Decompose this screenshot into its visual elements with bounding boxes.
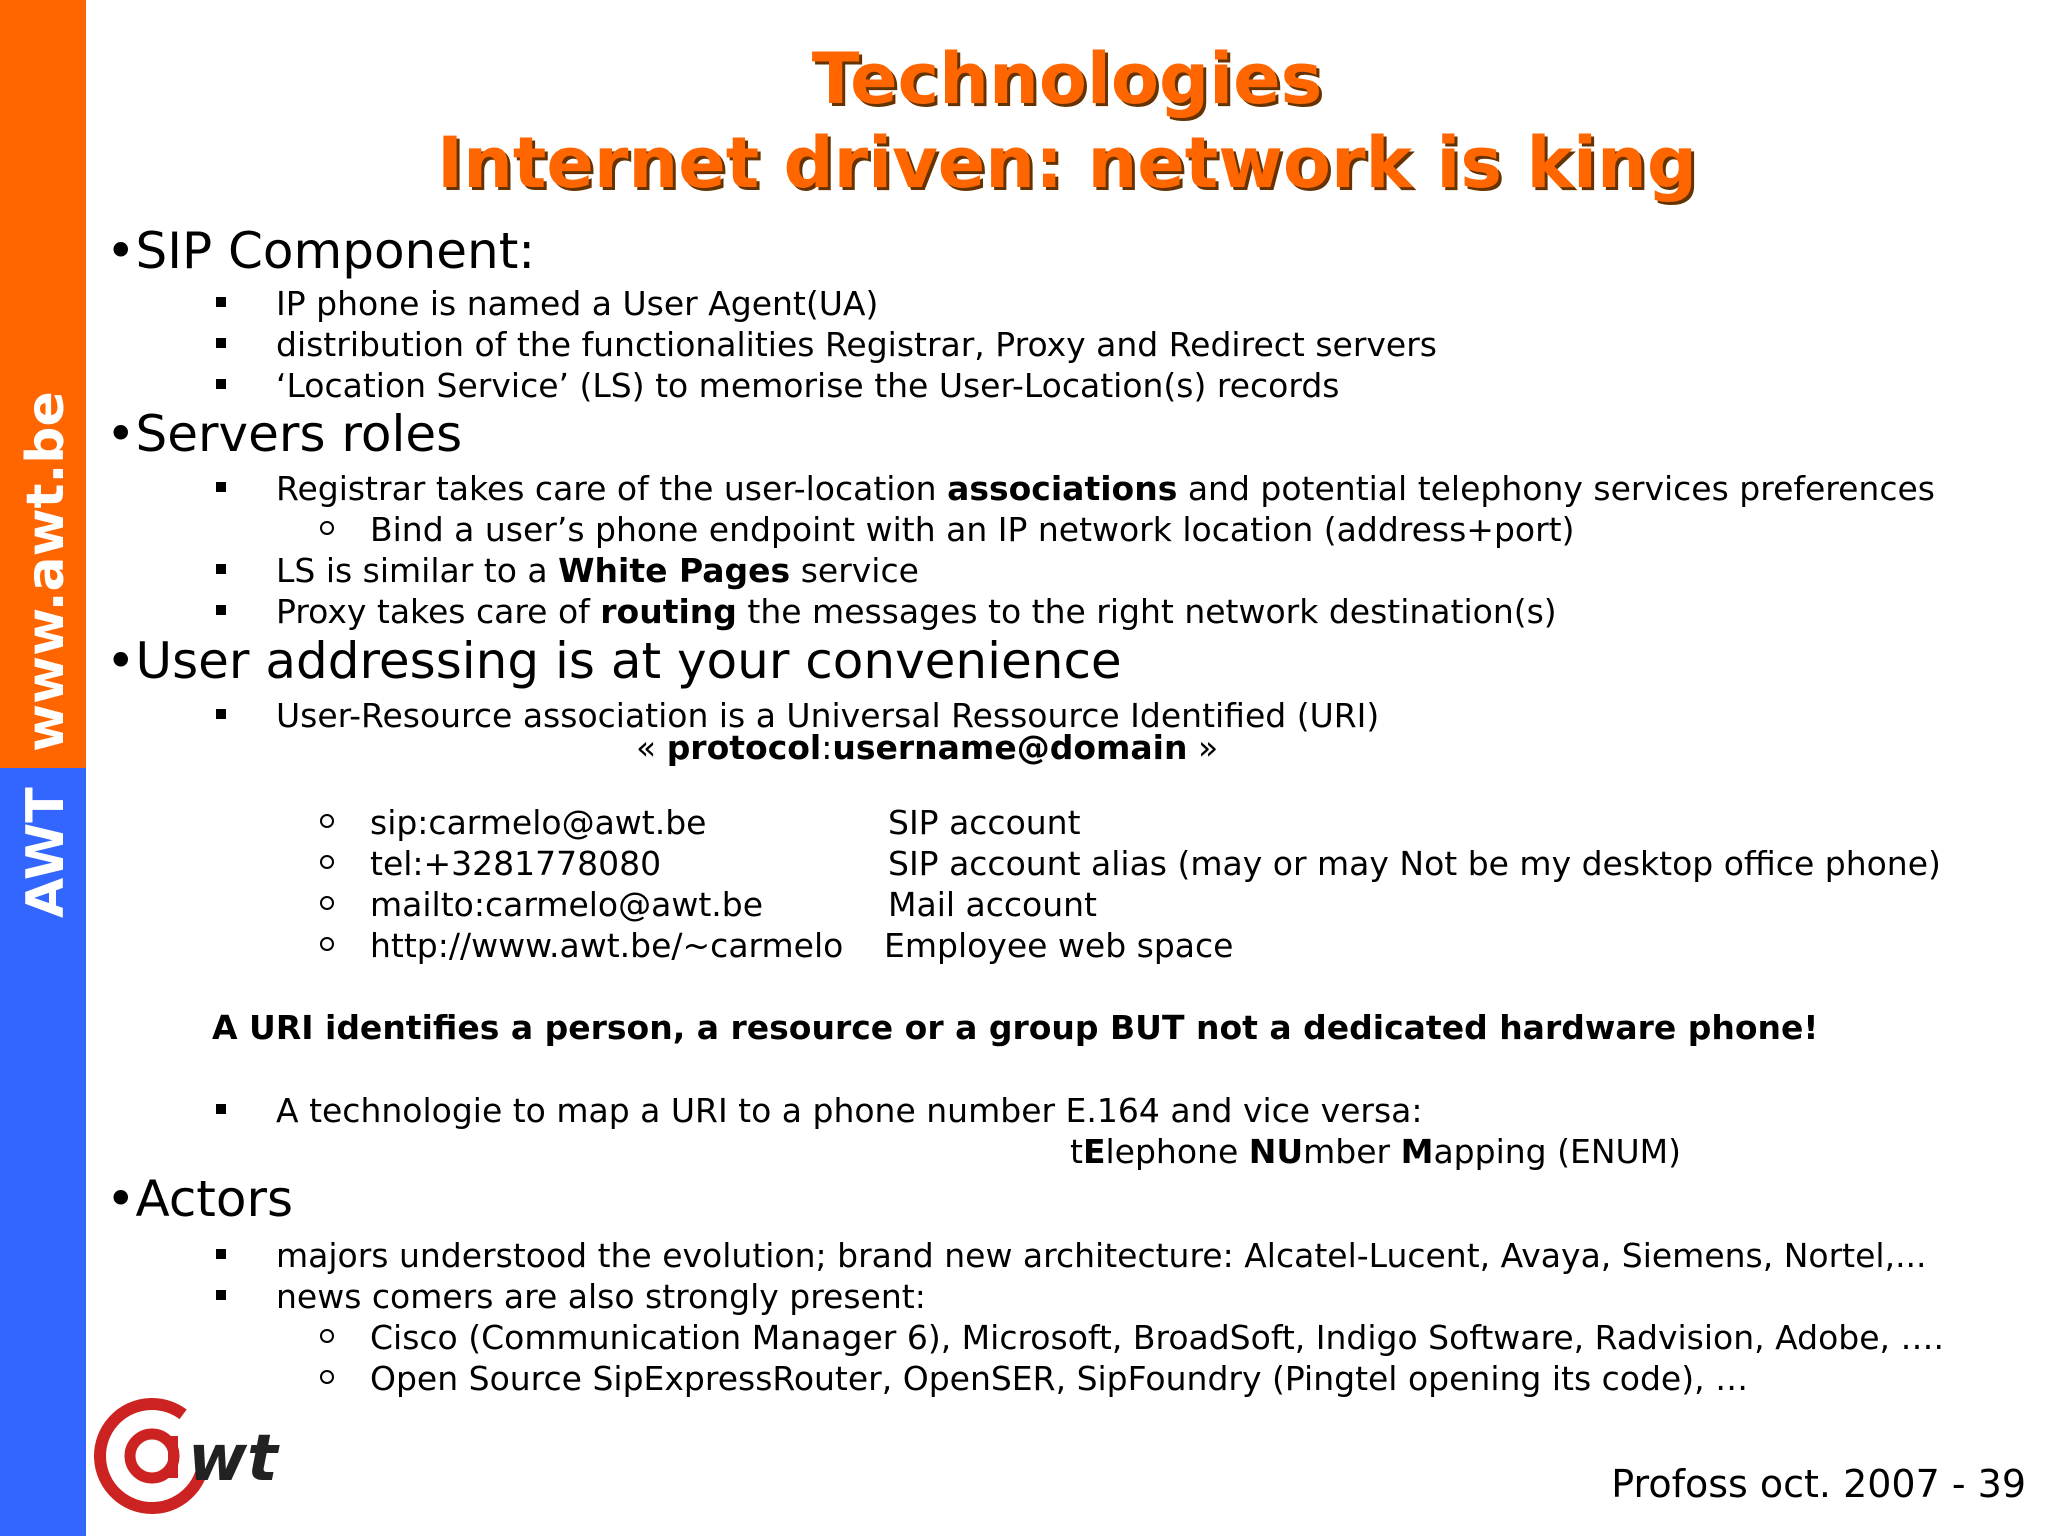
- bullet-square-icon: [216, 1290, 226, 1300]
- sip-heading: •SIP Component:: [106, 222, 536, 280]
- bullet-circle-icon: [320, 896, 334, 910]
- bullet-square-icon: [216, 1249, 226, 1259]
- sidebar-brand: AWT: [16, 787, 76, 918]
- bullet-square-icon: [216, 297, 226, 307]
- actors-heading: •Actors: [106, 1170, 294, 1228]
- bullet-square-icon: [216, 564, 226, 574]
- enum-expansion: tElephone NUmber Mapping (ENUM): [1070, 1132, 1682, 1171]
- uri-example-desc: Mail account: [888, 885, 1097, 924]
- sip-item: ‘Location Service’ (LS) to memorise the User-Location(s) records: [276, 366, 1340, 405]
- bullet-circle-icon: [320, 1370, 334, 1384]
- actors-majors-item: majors understood the evolution; brand new architecture: Alcatel-Lucent, Avaya, Siemens, Nortel,...: [276, 1236, 1927, 1275]
- logo-text: wt: [188, 1422, 278, 1496]
- addressing-heading: •User addressing is at your convenience: [106, 632, 1122, 690]
- uri-example-desc: SIP account: [888, 803, 1081, 842]
- bullet-square-icon: [216, 338, 226, 348]
- uri-example-desc: Employee web space: [884, 926, 1234, 965]
- bullet-square-icon: [216, 709, 226, 719]
- awt-logo: [90, 1388, 300, 1518]
- actors-newcomers-item: news comers are also strongly present:: [276, 1277, 926, 1316]
- uri-example: mailto:carmelo@awt.be: [370, 885, 764, 924]
- servers-bind-item: Bind a user’s phone endpoint with an IP network location (address+port): [370, 510, 1575, 549]
- servers-registrar-item: Registrar takes care of the user-location associations and potential telephony services preferences: [276, 469, 1935, 508]
- servers-ls-item: LS is similar to a White Pages service: [276, 551, 919, 590]
- sidebar-site-url: www.awt.be: [16, 391, 76, 752]
- bullet-square-icon: [216, 482, 226, 492]
- actors-sub-item: Cisco (Communication Manager 6), Microsoft, BroadSoft, Indigo Software, Radvision, Adobe, ….: [370, 1318, 1944, 1357]
- uri-note: A URI identifies a person, a resource or a group BUT not a dedicated hardware phone!: [212, 1008, 1819, 1047]
- enum-item: A technologie to map a URI to a phone number E.164 and vice versa:: [276, 1091, 1423, 1130]
- slide-title-line2: Internet driven: network is king: [437, 122, 1697, 204]
- bullet-circle-icon: [320, 521, 334, 535]
- uri-example: tel:+3281778080: [370, 844, 662, 883]
- addressing-uri-item: User-Resource association is a Universal Ressource Identified (URI): [276, 696, 1380, 735]
- servers-proxy-item: Proxy takes care of routing the messages to the right network destination(s): [276, 592, 1557, 631]
- bullet-circle-icon: [320, 1329, 334, 1343]
- bullet-circle-icon: [320, 937, 334, 951]
- bullet-square-icon: [216, 605, 226, 615]
- bullet-square-icon: [216, 379, 226, 389]
- sip-item: IP phone is named a User Agent(UA): [276, 284, 879, 323]
- slide-title-line1: Technologies: [811, 38, 1323, 120]
- bullet-square-icon: [216, 1104, 226, 1114]
- uri-example-desc: SIP account alias (may or may Not be my desktop office phone): [888, 844, 1941, 883]
- servers-heading: •Servers roles: [106, 405, 463, 463]
- bullet-circle-icon: [320, 814, 334, 828]
- uri-example: http://www.awt.be/~carmelo: [370, 926, 844, 965]
- uri-example: sip:carmelo@awt.be: [370, 803, 707, 842]
- uri-syntax: « protocol:username@domain »: [636, 728, 1219, 767]
- bullet-circle-icon: [320, 855, 334, 869]
- slide-footer: Profoss oct. 2007 - 39: [1611, 1462, 2026, 1506]
- sip-item: distribution of the functionalities Registrar, Proxy and Redirect servers: [276, 325, 1437, 364]
- actors-sub-item: Open Source SipExpressRouter, OpenSER, SipFoundry (Pingtel opening its code), …: [370, 1359, 1749, 1398]
